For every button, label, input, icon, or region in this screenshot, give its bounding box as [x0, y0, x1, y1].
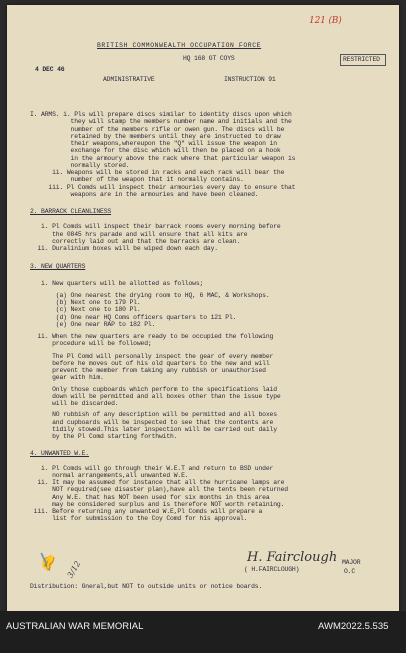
distribution-line: Distribution: Gneral,but NOT to outside units or notice boards. — [30, 583, 263, 590]
signatory-name: ( H.FAIRCLOUGH) — [244, 566, 300, 573]
body-line: normal arrangements,all unwanted W.E. — [30, 471, 189, 479]
body-line: i. Pl Comds will go through their W.E.T and return to BSD under — [30, 464, 274, 472]
body-line: by the Pl Comd starting forthwith. — [30, 433, 178, 440]
body-line: normally stored. — [30, 161, 130, 169]
body-line: Any W.E. that has NOT been used for six months in this area — [30, 493, 270, 501]
header-hq: HQ 168 GT COYS — [183, 55, 235, 62]
body-line: tidily stowed.This later inspection will be carried out daily — [30, 425, 277, 433]
initials-mark: ✍ — [34, 550, 58, 574]
signatory-rank: MAJOR — [342, 559, 361, 566]
body-line: NOT required(see disaster plan),have all the tents been returned — [30, 486, 288, 494]
body-line: ii. Duralinium boxes will be wiped down each day. — [30, 245, 218, 252]
footer-institution: AUSTRALIAN WAR MEMORIAL — [6, 621, 144, 632]
body-line: number of the weapon that it normally contains. — [30, 176, 244, 184]
body-line: (b) Next one to 179 Pl. — [30, 299, 141, 306]
body-line: list for submission to the Coy Comd for his approval. — [30, 515, 248, 523]
body-line: before he moves out of his old quarters to the new and will — [30, 359, 270, 367]
body-line: Only those cupboards which perform to the specifications laid — [30, 385, 277, 393]
body-line: i. Pl Comds will inspect their barrack rooms every morning before — [30, 223, 281, 231]
header-instruction: INSTRUCTION 91 — [224, 76, 276, 83]
body-line: their weapons,whereupon the "Q" will issue the weapon in — [30, 140, 277, 147]
header-admin: ADMINISTRATIVE — [103, 76, 155, 83]
body-line: (e) One near RAP to 182 Pl. — [30, 320, 156, 328]
archive-footer — [0, 611, 406, 653]
body-line: in the armoury above the rack where that particular weapon is — [30, 154, 296, 162]
body-line: ii. It may be assumed for instance that all the hurricane lamps are — [30, 479, 285, 486]
body-line: ii. Weapons will be stored in racks and each rack will bear the — [30, 169, 285, 176]
body-line: exchange for the disc which will then be placed on a hook — [30, 147, 281, 155]
body-line: The Pl Comd will personally inspect the gear of every member — [30, 352, 274, 360]
section-heading: 4. UNWANTED W.E. — [30, 450, 89, 458]
signature: H. Fairclough — [247, 550, 338, 565]
section-heading: 2. BARRACK CLEANLINESS — [30, 208, 112, 215]
section-heading: 3. NEW QUARTERS — [30, 263, 86, 271]
initials-date: 3/12 — [65, 559, 83, 580]
body-line: weapons are in the armouries and have been cleaned. — [30, 190, 259, 198]
header-title: BRITISH COMMONWEALTH OCCUPATION FORCE — [97, 42, 262, 49]
body-line: and cupboards will be inspected to see that the contents are — [30, 418, 274, 426]
body-line: correctly laid out and that the barracks are clean. — [30, 237, 241, 245]
body-line: (a) One nearest the drying room to HQ, 6 MAC, & Workshops. — [30, 291, 270, 299]
body-line: ii. When the new quarters are ready to be occupied the following — [30, 333, 274, 340]
body-line: down will be permitted and all boxes other than the issue type — [30, 392, 281, 400]
body-line: may be considered surplus and is therefore NOT worth retaining. — [30, 500, 285, 508]
body-line: gear with him. — [30, 374, 104, 382]
body-line: the 0845 hrs parade and will ensure that all kits are — [30, 230, 248, 238]
body-line: procedure will be followed; — [30, 340, 152, 348]
handwritten-annotation: 121 (B) — [309, 16, 342, 26]
body-line: number of the members rifle or owen gun. The discs will be — [30, 125, 285, 133]
body-line: retained by the members until they are instructed to draw — [30, 132, 281, 140]
body-line: iii. Pl Comds will inspect their armouries every day to ensure that — [30, 183, 296, 191]
signatory-role: O.C — [344, 568, 356, 575]
body-line: will be discarded. — [30, 400, 119, 407]
body-line: they will stamp the members number name and initials and the — [30, 118, 292, 126]
body-line: NO rubbish of any description will be permitted and all boxes — [30, 411, 277, 419]
header-date-stamp: 4 DEC 46 — [35, 66, 65, 73]
body-line: prevent the member from taking any rubbish or unauthorised — [30, 367, 266, 374]
body-line: i. New quarters will be allotted as follows; — [30, 279, 204, 287]
body-line: iii. Before returning any unwanted W.E,Pl Comds will prepare a — [30, 508, 263, 515]
body-line: (d) One near HQ Coms officers quarters to 121 Pl. — [30, 313, 237, 321]
body-line: (c) Next one to 180 Pl. — [30, 306, 141, 314]
footer-accession: AWM2022.5.535 — [318, 621, 389, 632]
document-page — [7, 5, 399, 611]
header-restricted: RESTRICTED — [343, 56, 380, 63]
body-line: I. ARMS. i. Pls will prepare discs similar to identity discs upon which — [30, 111, 292, 118]
